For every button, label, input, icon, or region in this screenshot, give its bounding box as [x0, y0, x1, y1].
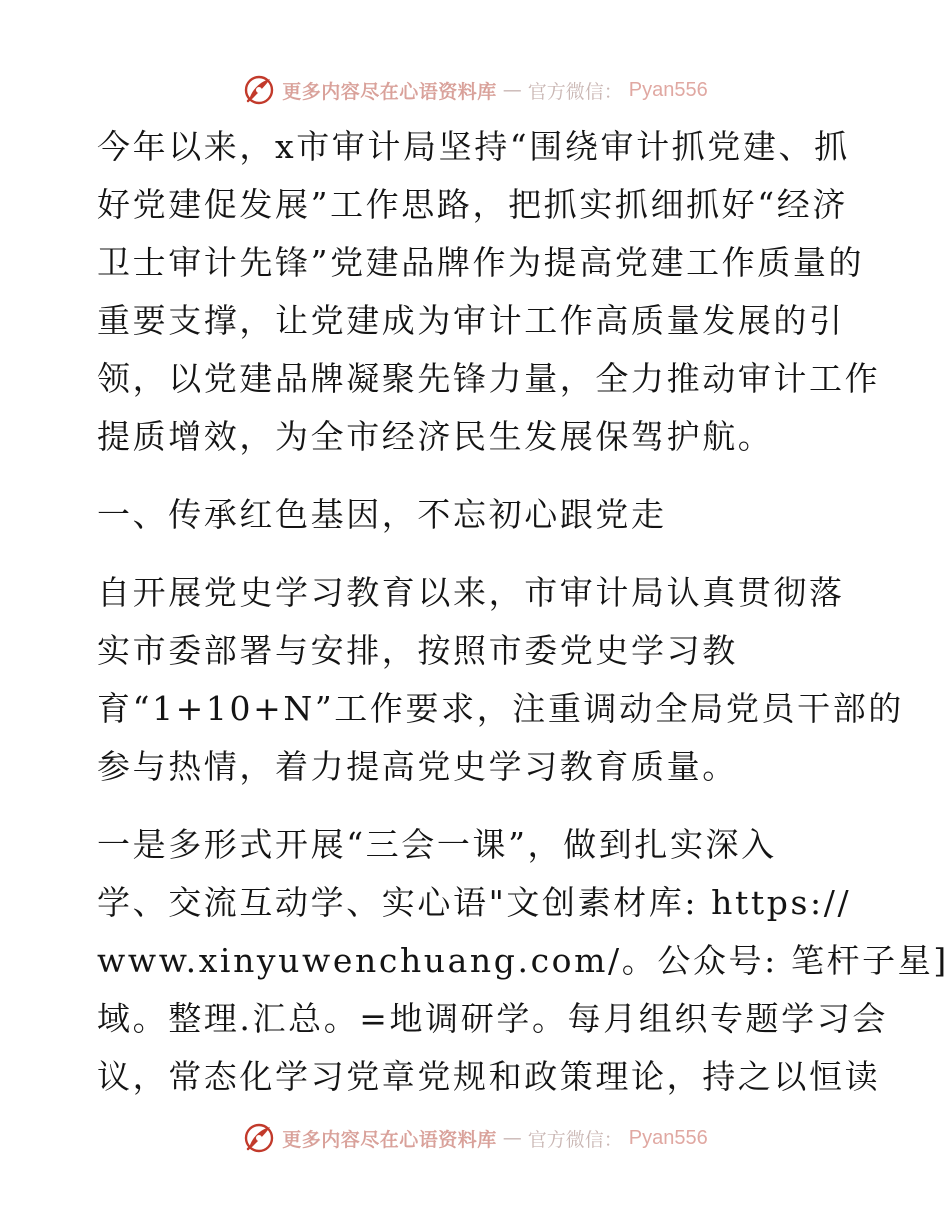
text-line: 好党建促发展”工作思路，把抓实抓细抓好“经济 [97, 185, 848, 224]
pen-logo-icon [242, 73, 276, 107]
text-line: www.xinyuwenchuang.com/。公众号: 笔杆子星] [97, 941, 949, 980]
document-body [97, 118, 949, 1106]
text-line: 议，常态化学习党章党规和政策理论，持之以恒读 [97, 1057, 881, 1096]
text-line: 域。整理.汇总。=地调研学。每月组织专题学习会 [97, 999, 888, 1038]
text-line: 自开展党史学习教育以来，市审计局认真贯彻落 [97, 573, 845, 612]
footer-wechat-id: Pyan556 [628, 1126, 708, 1149]
text-line: 重要支撑，让党建成为审计工作高质量发展的引 [97, 301, 845, 340]
header-official-label: 官方微信： [527, 80, 623, 103]
text-line: 参与热情，着力提高党史学习教育质量。 [97, 747, 738, 786]
text-line: 育“1+10+N”工作要求，注重调动全局党员干部的 [97, 689, 904, 728]
text-line: 实市委部署与安排，按照市委党史学习教 [97, 631, 738, 670]
footer-official-label: 官方微信： [527, 1128, 623, 1151]
footer-separator: — [502, 1127, 522, 1149]
text-line: 卫士审计先锋”党建品牌作为提高党建工作质量的 [97, 243, 865, 282]
footer-brand-text: 更多内容尽在心语资料库 [282, 1128, 497, 1151]
text-line: 领，以党建品牌凝聚先锋力量，全力推动审计工作 [97, 359, 881, 398]
text-line: 一是多形式开展“三会一课”，做到扎实深入 [97, 825, 777, 864]
header-watermark [0, 70, 950, 110]
header-brand-text: 更多内容尽在心语资料库 [282, 80, 497, 103]
text-line: 学、交流互动学、实心语"文创素材库: https:// [97, 883, 852, 922]
pen-logo-icon [242, 1121, 276, 1155]
section-heading: 一、传承红色基因，不忘初心跟党走 [97, 495, 667, 534]
footer-watermark [0, 1118, 950, 1158]
header-separator: — [502, 79, 522, 101]
header-wechat-id: Pyan556 [628, 78, 708, 101]
text-line: 今年以来，x市审计局坚持“围绕审计抓党建、抓 [97, 127, 850, 166]
text-line: 提质增效，为全市经济民生发展保驾护航。 [97, 417, 774, 456]
